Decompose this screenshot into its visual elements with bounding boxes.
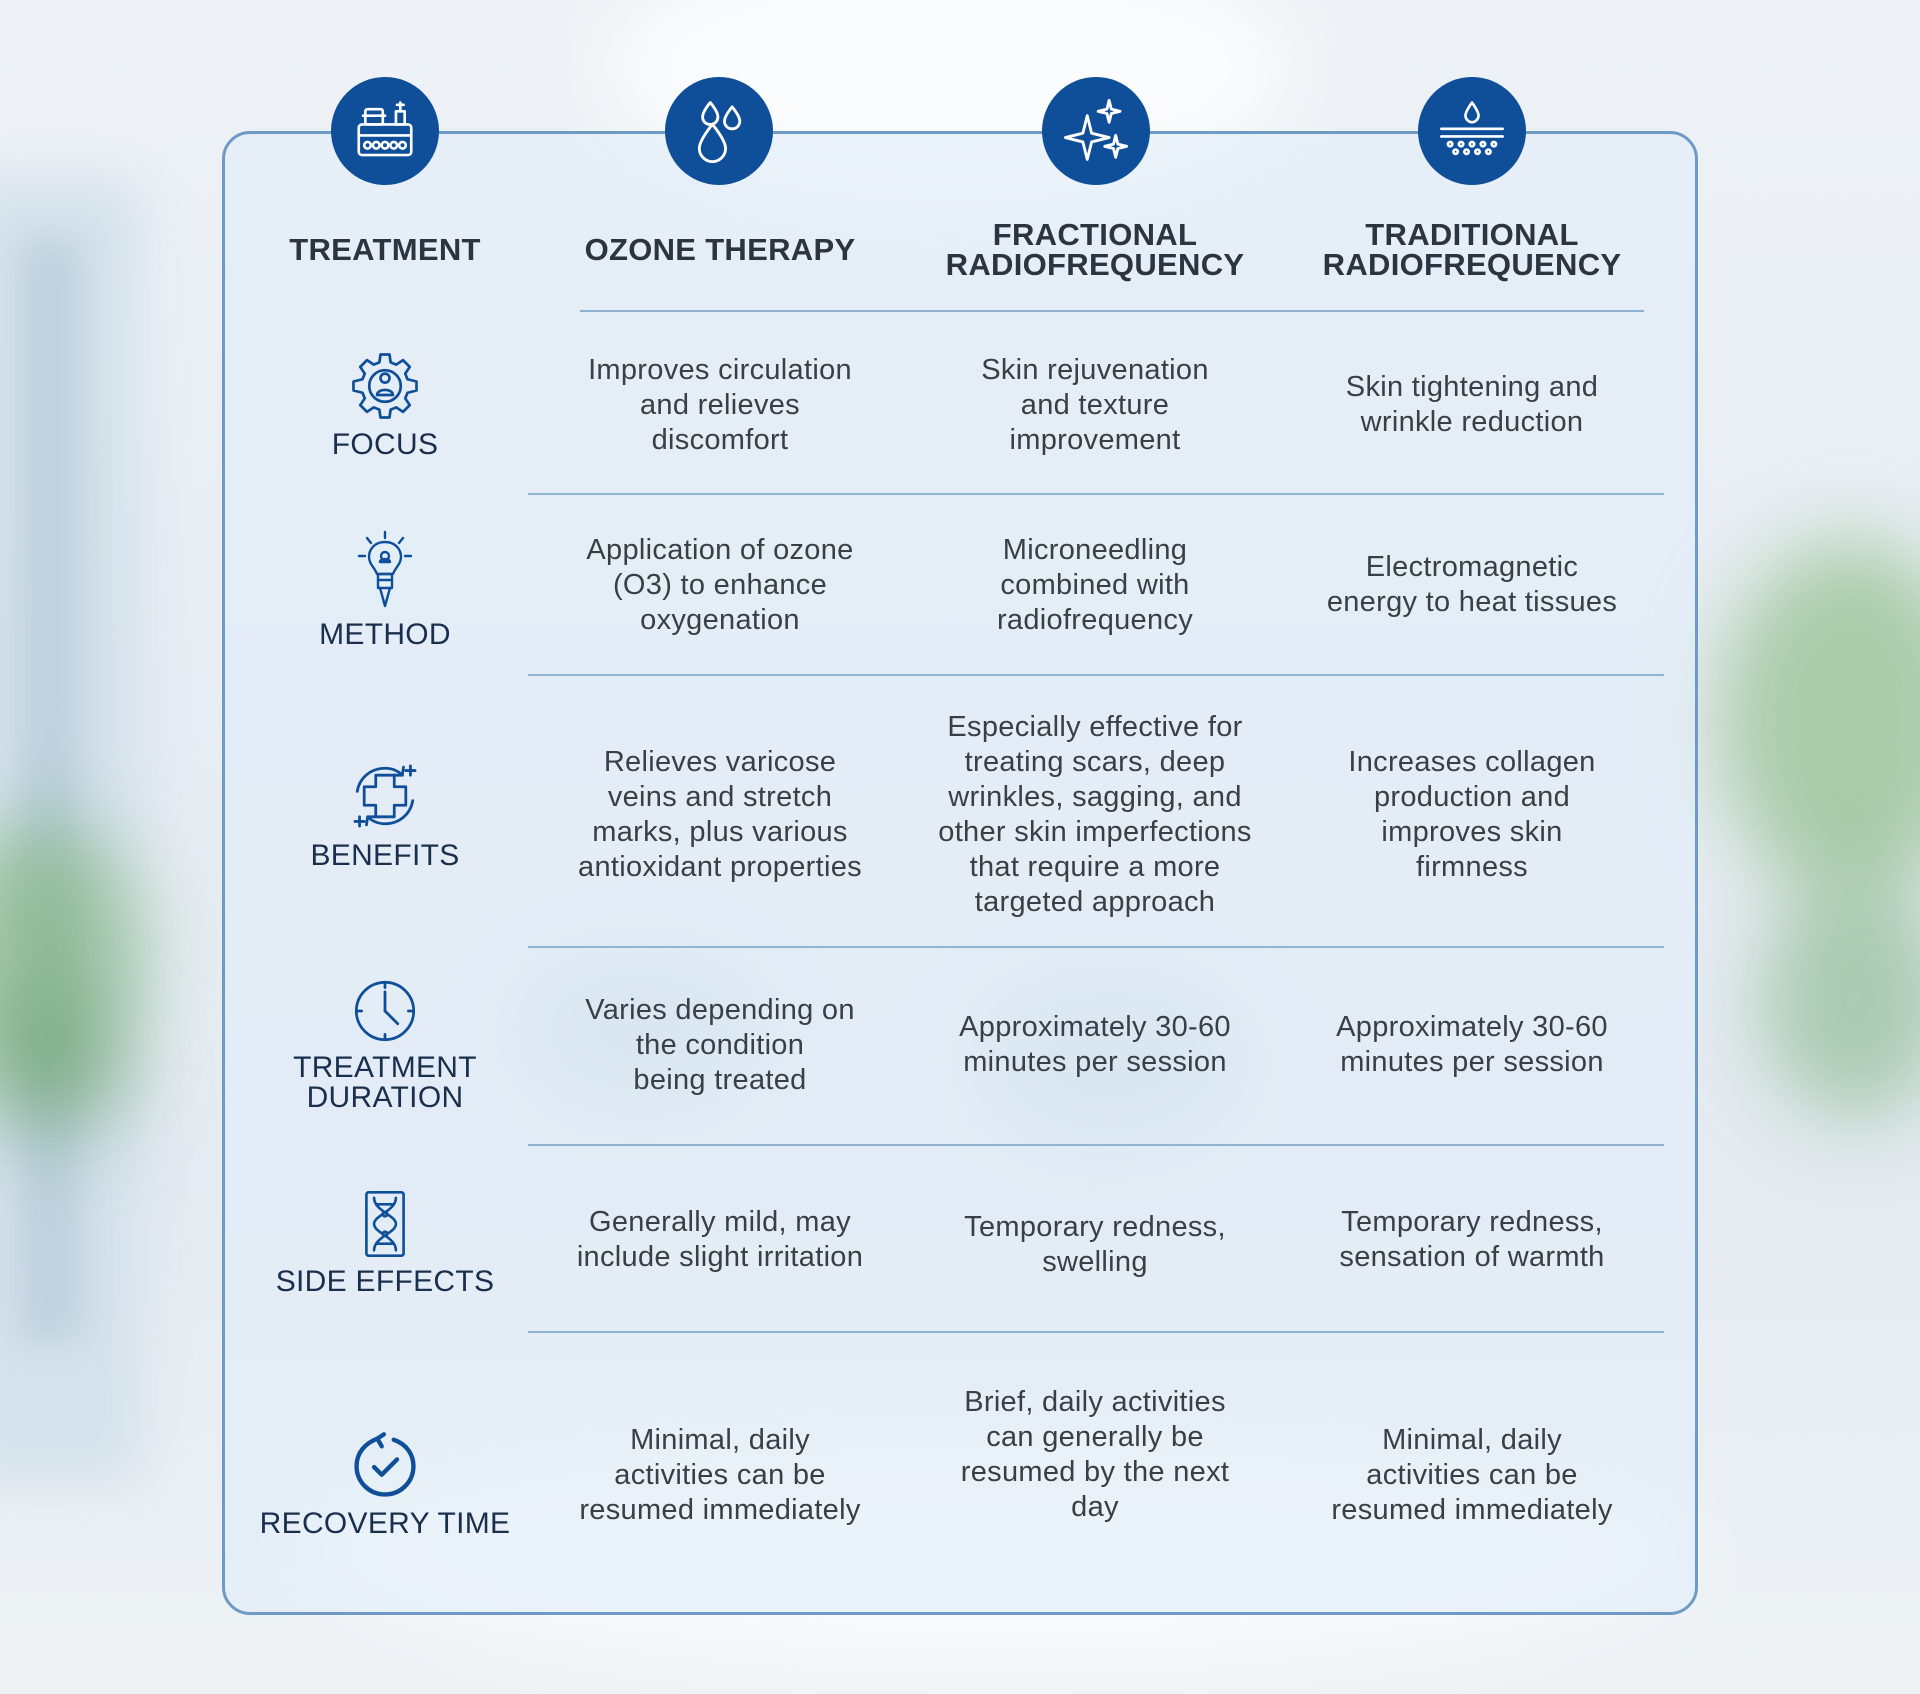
cell-method-ozone: Application of ozone (O3) to enhance oxygenation (586, 533, 854, 636)
health-cross-icon (348, 759, 422, 833)
cell-duration-ozone: Varies depending on the condition being treated (585, 993, 855, 1096)
header-traditional-radiofrequency: TRADITIONAL RADIOFREQUENCY (1322, 217, 1622, 282)
row-label-text-line2: DURATION (306, 1081, 464, 1114)
cell-benefits-fractional: Especially effective for treating scars, deep wrinkles, sagging, and other skin imperfections that require a more targeted approach (938, 711, 1252, 918)
cell-benefits-ozone: Relieves varicose veins and stretch marks, plus various antioxidant properties (578, 746, 862, 883)
row-label-text: TREATMENT (293, 1051, 477, 1084)
row-label-text: BENEFITS (310, 839, 460, 872)
row-label-text: METHOD (319, 618, 451, 651)
row-label-method (250, 515, 520, 665)
row-divider (528, 946, 1664, 948)
recovery-check-icon (350, 1431, 420, 1501)
row-label-benefits (250, 730, 520, 900)
lightbulb-icon (353, 530, 417, 612)
cell-side-effects-ozone: Generally mild, may include slight irritation (576, 1206, 864, 1273)
row-divider (528, 1144, 1664, 1146)
cell-duration-fractional: Approximately 30-60 minutes per session (959, 1011, 1231, 1078)
header-divider (580, 310, 1644, 312)
sparkles-icon (1042, 77, 1150, 185)
cell-method-traditional: Electromagnetic energy to heat tissues (1326, 551, 1618, 618)
cell-side-effects-traditional: Temporary redness, sensation of warmth (1339, 1206, 1605, 1273)
header-fractional-radiofrequency: FRACTIONAL RADIOFREQUENCY (945, 217, 1245, 282)
skin-layers-icon (1418, 77, 1526, 185)
cell-benefits-traditional: Increases collagen production and improves skin firmness (1348, 746, 1596, 883)
cell-method-fractional: Microneedling combined with radiofrequency (996, 533, 1194, 636)
cell-duration-traditional: Approximately 30-60 minutes per session (1336, 1011, 1608, 1078)
cell-recovery-fractional: Brief, daily activities can generally be resumed by the next day (960, 1386, 1230, 1523)
row-label-recovery-time (250, 1410, 520, 1560)
background-plant-right-lower (1760, 880, 1920, 1120)
row-label-treatment-duration (250, 970, 520, 1120)
medicine-icon (331, 77, 439, 185)
clock-icon (351, 977, 419, 1045)
cell-focus-traditional: Skin tightening and wrinkle reduction (1345, 371, 1599, 438)
row-label-text: FOCUS (331, 428, 439, 461)
header-treatment: TREATMENT (289, 232, 481, 267)
gear-person-icon (349, 350, 421, 422)
cell-focus-fractional: Skin rejuvenation and texture improvement (981, 353, 1209, 456)
row-divider (528, 674, 1664, 676)
background-pillar (20, 240, 80, 1340)
cell-recovery-traditional: Minimal, daily activities can be resumed immediately (1331, 1423, 1613, 1526)
background-plant-right (1720, 540, 1920, 900)
cell-recovery-ozone: Minimal, daily activities can be resumed immediately (579, 1423, 861, 1526)
cell-focus-ozone: Improves circulation and relieves discomfort (588, 353, 852, 456)
row-divider (528, 1331, 1664, 1333)
water-drops-icon (665, 77, 773, 185)
row-label-text: SIDE EFFECTS (275, 1265, 495, 1298)
row-label-side-effects (250, 1168, 520, 1318)
dna-icon (363, 1189, 407, 1259)
cell-side-effects-fractional: Temporary redness, swelling (964, 1211, 1226, 1278)
row-label-focus (250, 330, 520, 480)
row-divider (528, 493, 1664, 495)
row-label-text: RECOVERY TIME (259, 1507, 511, 1540)
header-ozone-therapy: OZONE THERAPY (584, 232, 856, 267)
